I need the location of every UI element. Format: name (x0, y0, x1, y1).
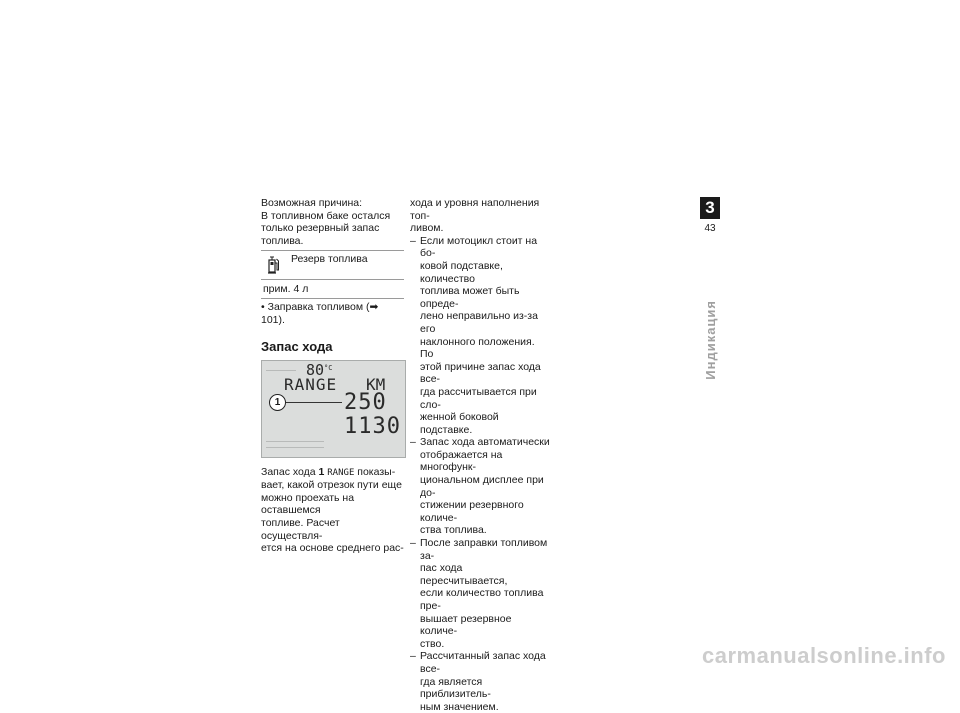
right-column (410, 197, 550, 713)
note-line: ство. (420, 637, 445, 650)
section-side-label: Индикация (703, 300, 718, 380)
chapter-marker (700, 197, 720, 234)
note-line: если количество топлива пре- (420, 587, 544, 612)
note-line: пас хода пересчитывается, (420, 562, 508, 587)
callout-1: 1 (269, 394, 286, 411)
desc-line-1 (261, 466, 404, 480)
display-temperature: 80 (306, 360, 325, 379)
page-reference-link[interactable]: 101 (261, 313, 279, 326)
bullet-close: ). (278, 313, 285, 326)
fuel-pump-icon (268, 256, 280, 276)
range-display-illustration (261, 360, 406, 458)
spec-title: Резерв топлива (291, 253, 368, 266)
callout-line (286, 402, 342, 403)
desc-callout-ref: 1 (318, 465, 325, 478)
note-line: наклонного положения. По (420, 335, 535, 361)
watermark: carmanualsonline.info (702, 643, 946, 668)
cause-line-1: В топливном баке остался (261, 209, 391, 222)
note-line: ства топлива. (420, 524, 487, 537)
intro-line-1: хода и уровня наполнения топ- (410, 197, 540, 222)
note-item-2 (410, 436, 550, 537)
note-line: Если мотоцикл стоит на бо- (420, 234, 538, 260)
desc-range-term: RANGE (327, 467, 355, 478)
display-odometer-value: 1130 (344, 413, 401, 439)
left-column (261, 197, 404, 555)
bullet-text: Заправка топливом ( (267, 301, 370, 314)
note-line: вышает резервное количе- (420, 612, 512, 638)
desc-line-4: топливе. Расчет осуществля- (261, 516, 340, 542)
chapter-number: 3 (700, 197, 720, 219)
desc-line-2: вает, какой отрезок пути еще (261, 479, 402, 492)
dash-mark: – (410, 650, 416, 663)
note-item-4 (410, 650, 550, 713)
display-range-label: RANGE (284, 374, 338, 394)
note-line: этой причине запас хода все- (420, 360, 541, 386)
arrow-ref-icon: ➡ (369, 301, 379, 314)
desc-line-5: ется на основе среднего рас- (261, 542, 404, 555)
note-line: ковой подставке, количество (420, 259, 503, 285)
dash-mark: – (410, 436, 416, 449)
note-line: стижении резервного количе- (420, 499, 524, 524)
note-line: женной боковой подставке. (420, 411, 499, 436)
desc-line-3: можно проехать на оставшемся (261, 491, 355, 517)
bullet-mark: • (261, 301, 265, 314)
note-line: отображается на многофунк- (420, 448, 503, 474)
display-range-value: 250 (344, 389, 387, 415)
refuel-bullet (261, 301, 404, 326)
display-temp-unit: °C (324, 363, 333, 372)
note-item-3 (410, 537, 550, 650)
cause-title: Возможная причина: (261, 197, 363, 209)
note-line: гда является приблизитель- (420, 675, 491, 701)
section-heading: Запас хода (261, 338, 333, 354)
note-line: ным значением. (420, 700, 499, 713)
fuel-reserve-spec (261, 250, 404, 299)
cause-line-3: топлива. (261, 234, 304, 247)
display-bottom-line-2 (266, 447, 324, 448)
desc-text: Запас хода (261, 465, 319, 478)
dash-mark: – (410, 234, 416, 247)
desc-text-end: показы- (354, 465, 396, 478)
display-km-label: KM (366, 374, 386, 394)
note-line: лено неправильно из-за его (420, 310, 538, 335)
intro-line-2: ливом. (410, 222, 444, 235)
note-line: Рассчитанный запас хода все- (420, 650, 546, 675)
note-item-1 (410, 235, 550, 437)
spec-value: прим. 4 л (261, 279, 404, 298)
page-number: 43 (704, 223, 716, 234)
note-line: Запас хода автоматически (420, 436, 550, 449)
display-top-line (266, 370, 296, 371)
cause-line-2: только резервный запас (261, 222, 380, 235)
spec-header (261, 251, 404, 279)
note-line: топлива может быть опреде- (420, 285, 520, 310)
note-line: циональном дисплее при до- (420, 474, 544, 499)
dash-mark: – (410, 537, 416, 550)
note-line: После заправки топливом за- (420, 537, 548, 562)
note-line: гда рассчитывается при сло- (420, 385, 537, 411)
display-bottom-line-1 (266, 441, 324, 442)
